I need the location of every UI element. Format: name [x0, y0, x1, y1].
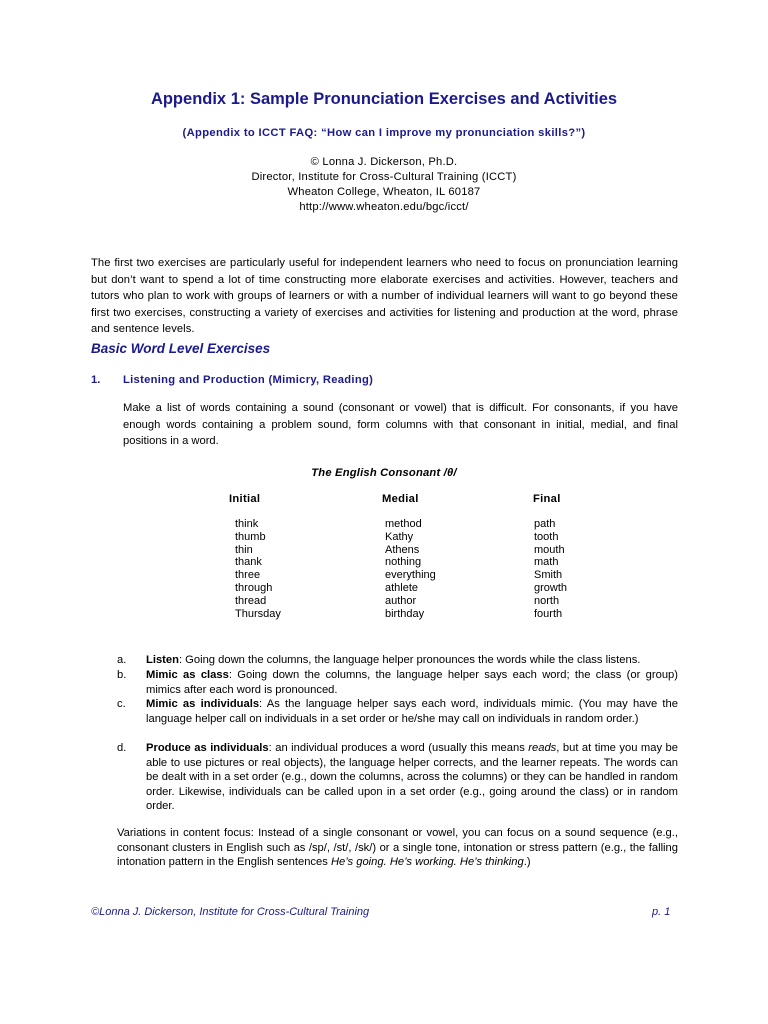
- step-text: : As the language helper says each word, individuals mimic. (You may have the language helper call on individuals in a set order or he/she may call on individuals in random order.): [146, 698, 678, 725]
- word-cell: path: [534, 518, 556, 530]
- variations-end: .): [523, 856, 531, 869]
- word-column-initial: [235, 518, 281, 620]
- word-cell: think: [235, 518, 259, 530]
- exercise-title: Listening and Production (Mimicry, Reading): [123, 374, 374, 386]
- word-cell: Kathy: [385, 530, 414, 543]
- step-text: , but at time you may be able to use pictures or real objects), the language helper corrects, and the learner repeats. The words can be dealt with in a set order (e.g., down the columns, across the columns) or they can be handled in random order. Likewise, individuals can be called upon in a set order (e.g., going around the class) or in random order.: [146, 742, 678, 813]
- word-column-medial: [385, 518, 436, 620]
- column-header-final: Final: [533, 493, 561, 505]
- step-letter: a.: [117, 654, 127, 666]
- word-cell: thin: [235, 543, 253, 556]
- step-term: Produce as individuals: [146, 742, 269, 754]
- column-header-medial: Medial: [382, 493, 419, 505]
- word-cell: Thursday: [235, 607, 281, 620]
- step-produce-as-individuals: [117, 741, 678, 814]
- word-cell: Athens: [385, 543, 420, 556]
- word-cell: thank: [235, 556, 262, 569]
- word-cell: math: [534, 556, 559, 569]
- word-cell: athlete: [385, 581, 419, 594]
- word-cell: nothing: [385, 556, 422, 569]
- exercise-description: Make a list of words containing a sound (consonant or vowel) that is difficult. For consonants, if you have enough words containing a problem sound, form columns with that consonant in initial, medial, and final positions in a word.: [123, 402, 678, 447]
- step-mimic-as-individuals: [117, 697, 678, 726]
- table-caption: The English Consonant /θ/: [311, 467, 457, 479]
- step-text: : Going down the columns, the language helper says each word; the class (or group) mimics after each word is pronounced.: [146, 669, 678, 696]
- exercise-number: 1.: [91, 374, 101, 386]
- author-block: [0, 155, 768, 215]
- column-header-initial: Initial: [229, 493, 261, 505]
- step-letter: d.: [117, 742, 127, 754]
- word-cell: fourth: [534, 607, 563, 620]
- intro-paragraph: The first two exercises are particularly useful for independent learners who need to focus on pronunciation learning but don’t want to spend a lot of time constructing more elaborate exercises and activities. However, teachers and tutors who plan to work with groups of learners or with a number of individual learners will want to go beyond these first two exercises, constructing a variety of exercises and activities for listening and production at the word, phrase and sentence levels.: [91, 257, 678, 335]
- step-term: Listen: [146, 654, 179, 666]
- step-listen: [117, 653, 678, 668]
- director-line: Director, Institute for Cross-Cultural Training (ICCT): [251, 171, 517, 183]
- document-subtitle: (Appendix to ICCT FAQ: “How can I improve my pronunciation skills?”): [182, 127, 586, 139]
- word-cell: birthday: [385, 607, 425, 620]
- word-cell: north: [534, 594, 560, 607]
- word-cell: through: [235, 581, 273, 594]
- word-cell: tooth: [534, 530, 559, 543]
- variations-text: Variations in content focus: Instead of a single consonant or vowel, you can focus on a sound sequence (e.g., consonant clusters in English such as /sp/, /st/, /sk/) or a single tone, intonation or stress pattern (e.g., the falling intonation pattern in the English sentences: [117, 827, 678, 869]
- copyright-line: © Lonna J. Dickerson, Ph.D.: [310, 156, 458, 168]
- word-cell: method: [385, 518, 422, 530]
- word-cell: mouth: [534, 543, 565, 556]
- word-cell: thread: [235, 594, 267, 607]
- document-title: Appendix 1: Sample Pronunciation Exercises and Activities: [150, 90, 618, 108]
- step-emphasis: reads: [528, 742, 557, 754]
- word-cell: three: [235, 569, 261, 582]
- page-number: p. 1: [652, 906, 671, 918]
- section-heading: Basic Word Level Exercises: [91, 341, 271, 356]
- website-url: http://www.wheaton.edu/bgc/icct/: [299, 201, 469, 213]
- step-term: Mimic as class: [146, 669, 229, 681]
- step-text: : an individual produces a word (usually this means: [268, 742, 529, 754]
- footer-copyright: ©Lonna J. Dickerson, Institute for Cross-Cultural Training: [91, 906, 370, 918]
- word-column-final: [534, 518, 567, 620]
- step-letter: c.: [117, 698, 126, 710]
- word-cell: thumb: [235, 530, 266, 543]
- word-cell: everything: [385, 569, 436, 582]
- college-line: Wheaton College, Wheaton, IL 60187: [287, 186, 481, 198]
- step-letter: b.: [117, 669, 127, 681]
- word-cell: Smith: [534, 569, 563, 582]
- word-cell: author: [385, 594, 417, 607]
- step-text: : Going down the columns, the language helper pronounces the words while the class listens.: [178, 654, 641, 666]
- step-mimic-as-class: [117, 668, 678, 697]
- variations-paragraph: [117, 826, 678, 870]
- step-term: Mimic as individuals: [146, 698, 260, 710]
- variations-emphasis: He’s going. He’s working. He’s thinking: [330, 856, 524, 869]
- word-cell: growth: [534, 581, 568, 594]
